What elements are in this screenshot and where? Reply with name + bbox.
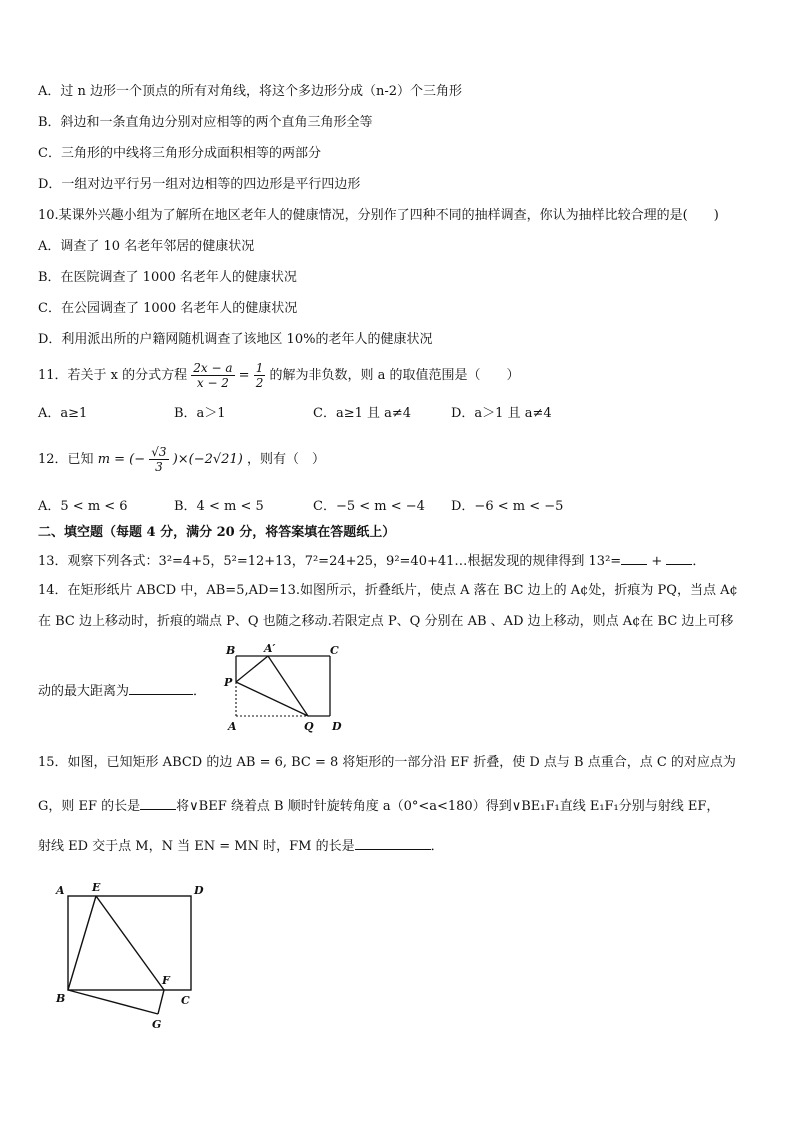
q15-segment-fg	[158, 990, 164, 1014]
q11-fraction-1	[191, 361, 234, 390]
q15-segment-bg	[68, 990, 158, 1014]
q11-frac2-num: 1	[255, 361, 264, 375]
q14-figure	[220, 642, 350, 738]
q13-plus: +	[647, 554, 667, 569]
q11-eq: =	[238, 368, 250, 383]
q14-line-1: 14．在矩形纸片 ABCD 中，AB=5,AD=13.如图所示，折叠纸片，使点 A 落在 BC 边上的 A¢处，折痕为 PQ，当点 A¢	[38, 583, 738, 598]
q14-label-b: B	[226, 644, 236, 657]
q12-option-c: C．−5 < m < −4	[313, 499, 425, 514]
q10-option-c: C．在公园调查了 1000 名老年人的健康状况	[38, 301, 298, 316]
q14-blank[interactable]	[129, 681, 193, 695]
q15-label-a: A	[56, 884, 65, 897]
q12-frac-num: √3	[151, 445, 167, 459]
q15-line2a: G，则 EF 的长是	[38, 799, 141, 814]
q14-label-c: C	[330, 644, 339, 657]
q15-line3a: 射线 ED 交于点 M，N 当 EN = MN 时，FM 的长是	[38, 839, 355, 854]
q13-stem	[38, 551, 705, 571]
q11-option-c: C．a≥1 且 a≠4	[313, 406, 412, 421]
q12-expr-a: m = (−	[97, 452, 146, 467]
q12-option-d: D．−6 < m < −5	[451, 499, 564, 514]
q15-label-e: E	[92, 881, 101, 894]
q15-segment-ef	[96, 896, 164, 990]
q13-blank-2[interactable]	[666, 551, 692, 565]
q15-segment-eb	[68, 896, 96, 990]
q13-text: 13．观察下列各式：3²=4+5，5²=12+13，7²=24+25，9²=40+41…根据发现的规律得到 13²=	[38, 554, 622, 569]
q15-label-g: G	[152, 1018, 162, 1031]
q9-option-c: C．三角形的中线将三角形分成面积相等的两部分	[38, 146, 321, 161]
q15-line3b: ．	[430, 839, 444, 854]
q9-option-d: D．一组对边平行另一组对边相等的四边形是平行四边形	[38, 177, 361, 192]
q15-line2b: 将∨BEF 绕着点 B 顺时针旋转角度 a（0°<a<180）得到∨BE₁F₁直线 E₁F₁分别与射线 EF，	[176, 799, 720, 814]
q15-label-c: C	[181, 994, 190, 1007]
q14-segment-pa1	[236, 656, 268, 682]
q11-fraction-2	[254, 361, 266, 390]
q14-line3-text: 动的最大距离为	[38, 684, 130, 699]
q14-line3-end: ．	[193, 684, 207, 699]
q14-label-p: P	[224, 676, 233, 689]
q11-option-a: A．a≥1	[38, 406, 88, 421]
q15-label-b: B	[56, 992, 66, 1005]
q11-option-b: B．a＞1	[174, 406, 226, 421]
q14-label-q: Q	[304, 720, 314, 733]
q14-line-2: 在 BC 边上移动时，折痕的端点 P、Q 也随之移动.若限定点 P、Q 分别在 AB 、AD 边上移动，则点 A¢在 BC 边上可移	[38, 614, 734, 629]
q14-label-a1: A′	[264, 642, 276, 655]
q12-stem	[38, 440, 325, 480]
q10-option-b: B．在医院调查了 1000 名老年人的健康状况	[38, 270, 297, 285]
q11-post: 的解为非负数，则 a 的取值范围是（ ）	[269, 368, 520, 383]
q12-pre: 12．已知	[38, 452, 94, 467]
q12-frac-den: 3	[155, 460, 163, 474]
q11-frac1-den: x − 2	[196, 376, 229, 390]
q15-label-d: D	[194, 884, 204, 897]
q13-blank-1[interactable]	[621, 551, 647, 565]
q15-line-3	[38, 836, 444, 856]
q15-line-2	[38, 796, 719, 816]
q10-stem: 10.某课外兴趣小组为了解所在地区老年人的健康情况，分别作了四种不同的抽样调查，你认为抽样比较合理的是( )	[38, 208, 719, 223]
q15-blank-2[interactable]	[355, 836, 431, 850]
q14-label-d: D	[332, 720, 342, 733]
q11-frac1-num: 2x − a	[193, 361, 233, 375]
q11-option-d: D．a＞1 且 a≠4	[451, 406, 552, 421]
q12-expr-b: )×(−2√21)	[172, 452, 243, 467]
q15-label-f: F	[162, 974, 170, 987]
q11-frac2-den: 2	[255, 376, 264, 390]
q11-stem	[38, 358, 520, 394]
q9-option-a: A．过 n 边形一个顶点的所有对角线，将这个多边形分成（n-2）个三角形	[38, 84, 463, 99]
q15-line-1: 15．如图，已知矩形 ABCD 的边 AB = 6, BC = 8 将矩形的一部分沿 EF 折叠，使 D 点与 B 点重合，点 C 的对应点为	[38, 755, 736, 770]
q12-option-b: B．4 < m < 5	[174, 499, 264, 514]
q13-end: ．	[692, 554, 706, 569]
q10-option-a: A．调查了 10 名老年邻居的健康状况	[38, 239, 255, 254]
q12-fraction	[149, 445, 168, 474]
q14-line-3	[38, 681, 206, 701]
q15-blank-1[interactable]	[140, 796, 176, 810]
q12-post: ，则有（ ）	[246, 452, 325, 467]
q10-option-d: D．利用派出所的户籍网随机调查了该地区 10%的老年人的健康状况	[38, 332, 433, 347]
q11-pre: 11．若关于 x 的分式方程	[38, 368, 188, 383]
section-heading: 二、填空题（每题 4 分，满分 20 分，将答案填在答题纸上）	[38, 525, 396, 540]
q9-option-b: B．斜边和一条直角边分别对应相等的两个直角三角形全等	[38, 115, 373, 130]
q14-label-a: A	[228, 720, 237, 733]
q15-figure	[50, 878, 230, 1036]
q12-option-a: A．5 < m < 6	[38, 499, 128, 514]
